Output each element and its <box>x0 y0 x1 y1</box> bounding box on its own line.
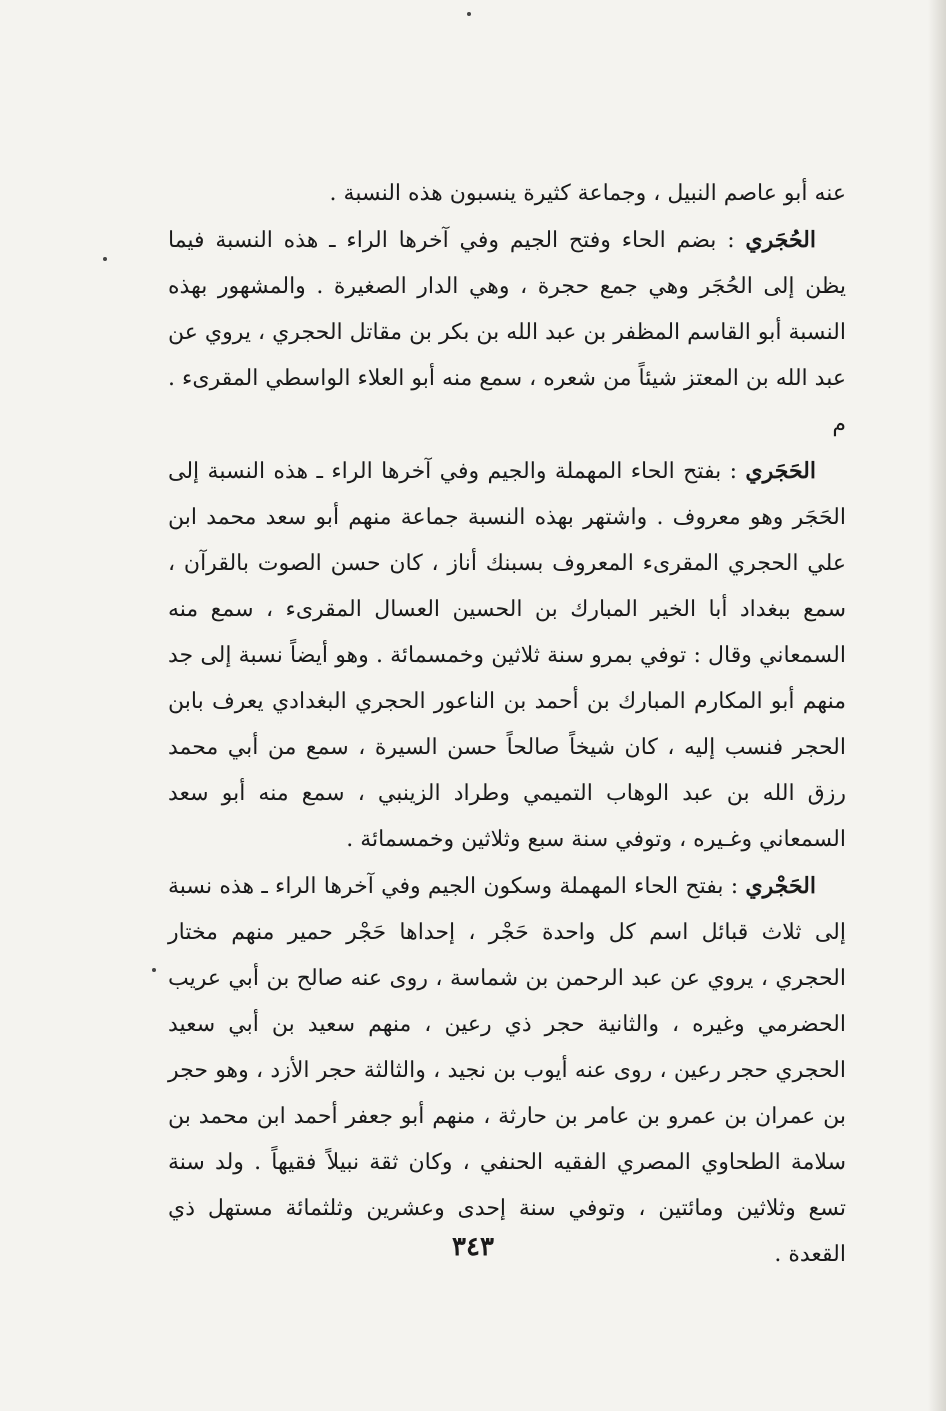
paper-speck <box>467 12 471 16</box>
entry-term: الحَجَري <box>745 458 816 484</box>
paper-speck <box>103 257 107 261</box>
page-number: ٣٤٣ <box>452 1232 494 1262</box>
paragraph-1 <box>168 170 846 217</box>
entry-text: : بفتح الحاء المهملة والجيم وفي آخرها الراء ـ هذه النسبة إلى الحَجَر وهو معروف . واشتهر بهذه النسبة جماعة منهم أبو سعد محمد ابن علي الحجري المقرىء المعروف بسبنك أناز ، كان حسن الصوت بالقرآن ، سمع ببغداد أبا الخير المبارك بن الحسين العسال المقرىء ، سمع منه السمعاني وقال : توفي بمرو سنة ثلاثين وخمسمائة . وهو أيضاً نسبة إلى جد منهم أبو المكارم المبارك بن أحمد بن الناعور الحجري البغدادي يعرف بابن الحجر فنسب إليه ، كان شيخاً صالحاً حسن السيرة ، سمع من أبي محمد رزق الله بن عبد الوهاب التميمي وطراد الزينبي ، سمع منه أبو سعد السمعاني وغـيره ، وتوفي سنة سبع وثلاثين وخمسمائة . <box>168 459 846 852</box>
paper-speck <box>152 968 156 972</box>
page-edge-shadow <box>928 0 946 1411</box>
entry-text: : بفتح الحاء المهملة وسكون الجيم وفي آخرها الراء ـ هذه نسبة إلى ثلاث قبائل اسم كل واحدة حَجْر ، إحداها حَجْر حمير منهم مختار الحجري ، يروي عن عبد الرحمن بن شماسة ، روى عنه صالح بن أبي عريب الحضرمي وغيره ، والثانية حجر ذي رعين ، منهم سعيد بن أبي سعيد الحجري حجر رعين ، روى عنه أيوب بن نجيد ، والثالثة حجر الأزد ، وهو حجر بن عمران بن عمرو بن عامر بن حارثة ، منهم أبو جعفر أحمد ابن محمد بن سلامة الطحاوي المصري الفقيه الحنفي ، وكان ثقة نبيلاً فقيهاً . ولد سنة تسع وثلاثين ومائتين ، وتوفي سنة إحدى وعشرين وثلثمائة مستهل ذي القعدة . <box>168 874 846 1267</box>
entry-text: عنه أبو عاصم النبيل ، وجماعة كثيرة ينسبون هذه النسبة . <box>329 181 846 206</box>
entry-term: الحَجْري <box>745 873 816 899</box>
entry-term: الحُجَري <box>745 227 816 253</box>
paragraph-2 <box>168 217 846 448</box>
entry-text: : بضم الحاء وفتح الجيم وفي آخرها الراء ـ هذه النسبة فيما يظن إلى الحُجَر وهي جمع حجرة ، وهي الدار الصغيرة . والمشهور بهذه النسبة أبو القاسم المظفر بن عبد الله بن بكر بن مقاتل الحجري ، يروي عن عبد الله بن المعتز شيئاً من شعره ، سمع منه أبو العلاء الواسطي المقرىء . م <box>168 228 846 437</box>
paragraph-3 <box>168 448 846 863</box>
paragraph-4 <box>168 863 846 1278</box>
body-text <box>168 170 846 1278</box>
